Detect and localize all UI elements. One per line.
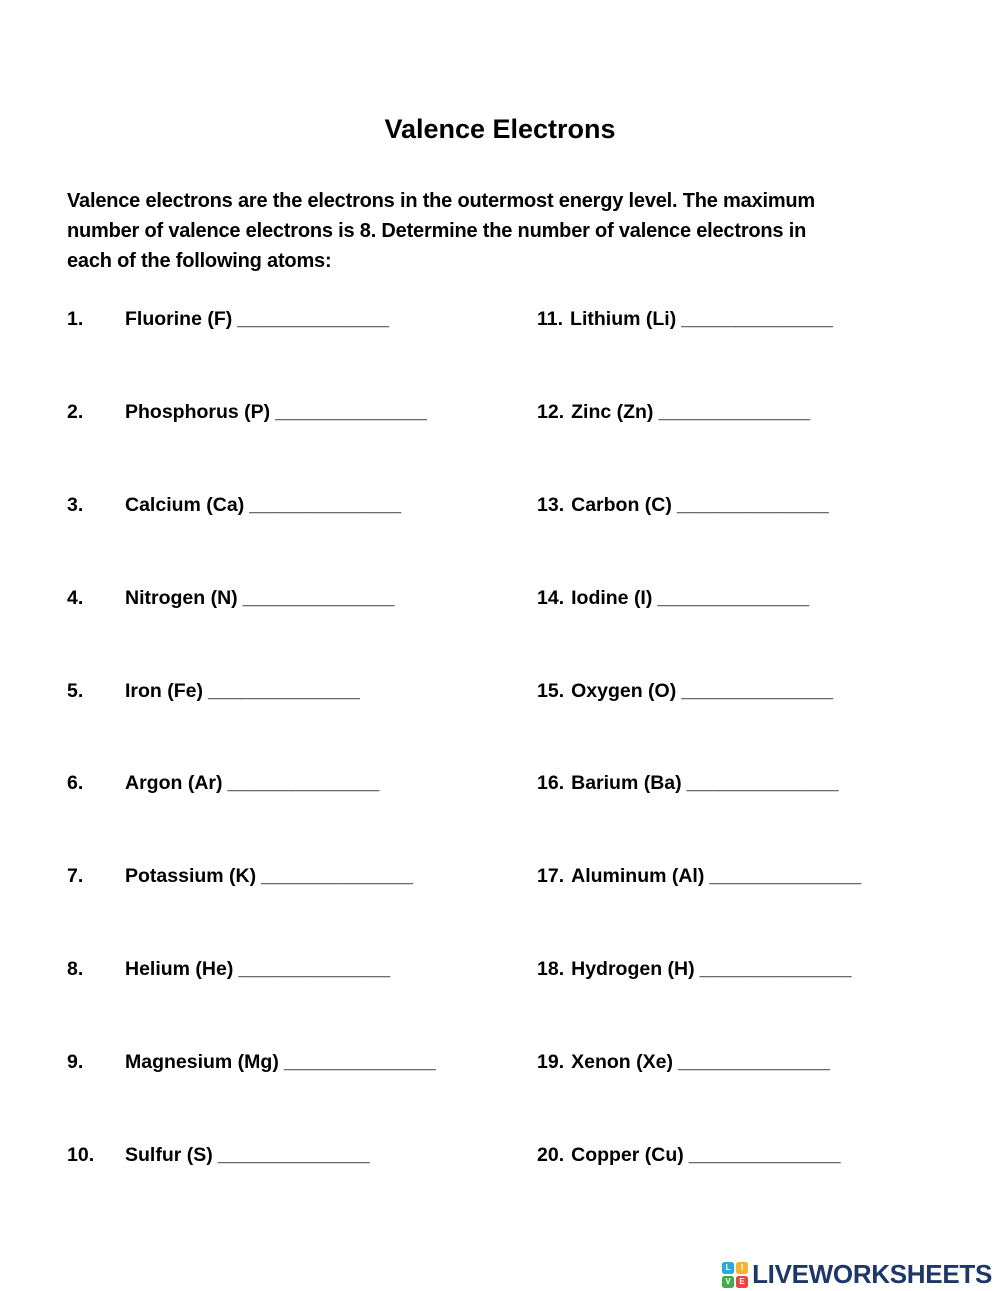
question-number: 19.: [537, 1051, 565, 1074]
question-row: [67, 1049, 527, 1142]
question-row: [537, 1049, 997, 1142]
question-number: 9.: [67, 1051, 84, 1074]
question-label: Nitrogen (N): [125, 586, 238, 609]
question-column-left: [67, 306, 527, 1235]
question-row: [537, 585, 997, 678]
answer-blank[interactable]: ______________: [699, 958, 852, 981]
question-row: [537, 306, 997, 399]
question-number: 10.: [67, 1144, 95, 1167]
question-number: 14.: [537, 586, 565, 609]
question-number: 15.: [537, 679, 565, 702]
logo-square-v: V: [722, 1276, 734, 1288]
intro-paragraph: [67, 186, 967, 276]
question-label: Iodine (I): [571, 586, 653, 609]
answer-blank[interactable]: ______________: [217, 1144, 370, 1167]
question-row: [67, 492, 527, 585]
question-label: Magnesium (Mg): [125, 1051, 279, 1074]
question-row: [537, 770, 997, 863]
question-label: Helium (He): [125, 958, 234, 981]
question-label: Argon (Ar): [125, 772, 223, 795]
answer-blank[interactable]: ______________: [283, 1051, 436, 1074]
answer-blank[interactable]: ______________: [261, 865, 413, 888]
answer-blank[interactable]: ______________: [237, 308, 390, 330]
question-row: [537, 1142, 997, 1235]
question-number: 6.: [67, 772, 84, 795]
question-row: [67, 770, 527, 863]
answer-blank[interactable]: ______________: [676, 493, 829, 516]
question-row: [67, 306, 527, 399]
question-row: [67, 956, 527, 1049]
answer-blank[interactable]: ______________: [249, 493, 402, 516]
intro-line: number of valence electrons is 8. Determine the number of valence electrons in: [67, 220, 807, 242]
question-label: Potassium (K): [125, 865, 257, 888]
answer-blank[interactable]: ______________: [681, 308, 834, 330]
question-label: Carbon (C): [571, 493, 672, 516]
liveworksheets-grid-icon: [722, 1262, 748, 1288]
question-label: Zinc (Zn): [571, 400, 654, 423]
answer-blank[interactable]: ______________: [658, 400, 811, 423]
question-number: 7.: [67, 865, 84, 888]
logo-square-e: E: [736, 1276, 748, 1288]
question-label: Hydrogen (H): [571, 958, 695, 981]
question-label: Calcium (Ca): [125, 493, 245, 516]
question-row: [67, 1142, 527, 1235]
answer-blank[interactable]: ______________: [242, 586, 395, 609]
question-number: 4.: [67, 586, 84, 609]
question-label: Iron (Fe): [125, 679, 203, 702]
question-number: 8.: [67, 958, 84, 981]
question-row: [67, 399, 527, 492]
question-row: [537, 956, 997, 1049]
answer-blank[interactable]: ______________: [227, 772, 380, 795]
intro-line: Valence electrons are the electrons in the outermost energy level. The maximum: [67, 190, 816, 212]
answer-blank[interactable]: ______________: [275, 400, 428, 423]
logo-wordmark: LIVEWORKSHEETS: [752, 1259, 992, 1289]
question-number: 16.: [537, 772, 565, 795]
logo-square-l: L: [722, 1262, 734, 1274]
page-title: Valence Electrons: [384, 114, 616, 144]
answer-blank[interactable]: ______________: [657, 586, 810, 609]
question-number: 20.: [537, 1144, 565, 1167]
logo-square-i: I: [736, 1262, 748, 1274]
liveworksheets-logo[interactable]: [722, 1259, 992, 1290]
question-label: Oxygen (O): [571, 679, 677, 702]
question-number: 18.: [537, 958, 565, 981]
question-label: Sulfur (S): [125, 1144, 213, 1167]
question-number: 1.: [67, 308, 84, 330]
question-number: 5.: [67, 679, 84, 702]
question-row: [67, 585, 527, 678]
answer-blank[interactable]: ______________: [677, 1051, 830, 1074]
question-number: 11.: [537, 308, 564, 330]
question-number: 3.: [67, 493, 84, 516]
question-label: Aluminum (Al): [571, 865, 705, 888]
question-label: Xenon (Xe): [571, 1051, 673, 1074]
answer-blank[interactable]: ______________: [686, 772, 839, 795]
question-label: Lithium (Li): [570, 308, 677, 330]
answer-blank[interactable]: ______________: [681, 679, 834, 702]
question-label: Phosphorus (P): [125, 400, 271, 423]
question-number: 13.: [537, 493, 565, 516]
answer-blank[interactable]: ______________: [208, 679, 360, 702]
question-row: [537, 863, 997, 956]
question-row: [537, 492, 997, 585]
answer-blank[interactable]: ______________: [238, 958, 391, 981]
question-label: Fluorine (F): [125, 308, 233, 330]
question-number: 2.: [67, 400, 84, 423]
question-number: 12.: [537, 400, 565, 423]
question-row: [537, 678, 997, 771]
question-column-right: [537, 306, 997, 1235]
question-label: Barium (Ba): [571, 772, 682, 795]
question-number: 17.: [537, 865, 565, 888]
answer-blank[interactable]: ______________: [709, 865, 862, 888]
intro-line: each of the following atoms:: [67, 250, 332, 272]
question-row: [67, 863, 527, 956]
answer-blank[interactable]: ______________: [688, 1144, 841, 1167]
question-row: [67, 678, 527, 771]
question-label: Copper (Cu): [571, 1144, 684, 1167]
question-row: [537, 399, 997, 492]
